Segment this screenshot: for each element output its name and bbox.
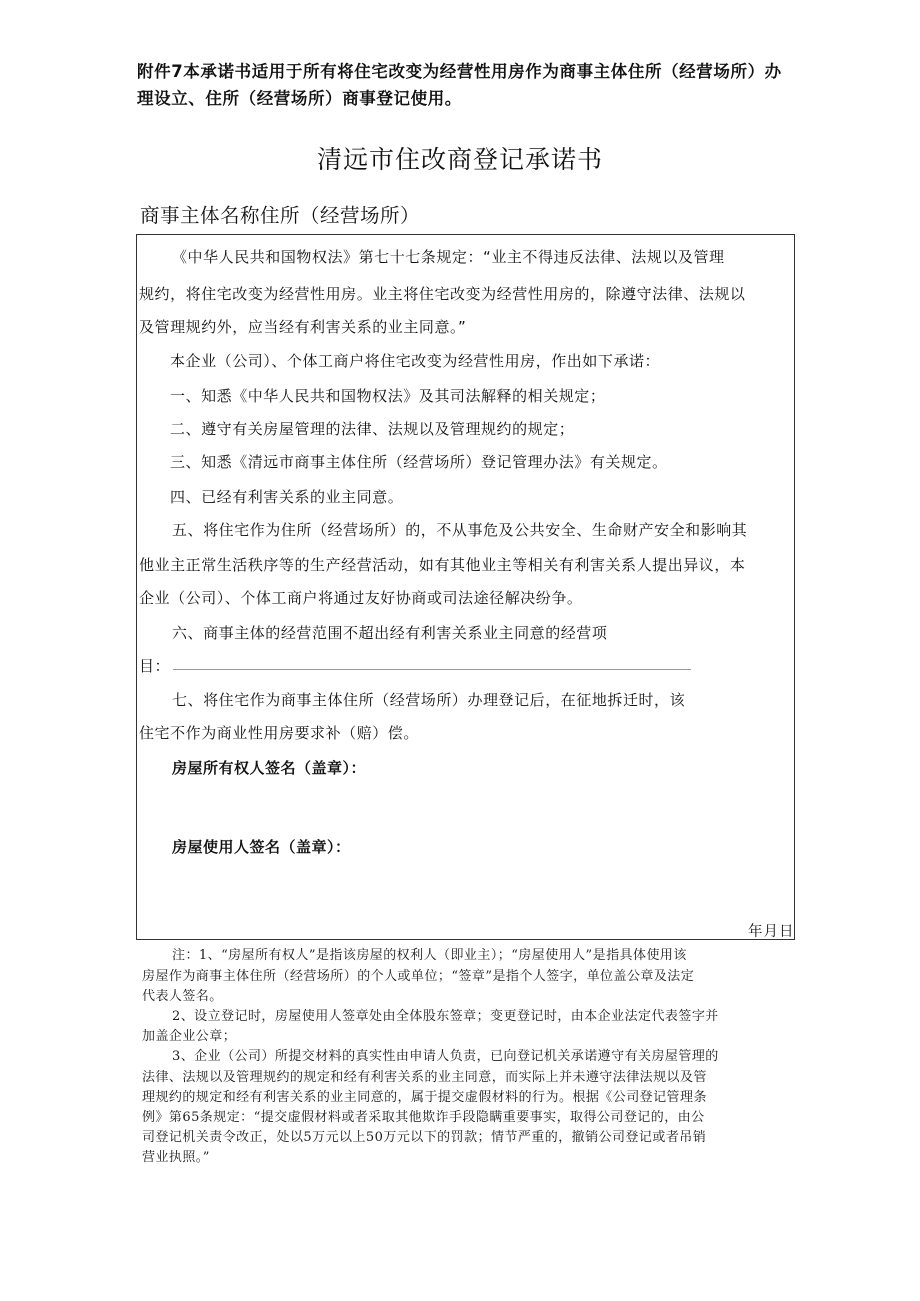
date-label: 年月日 [748, 924, 795, 940]
commitment-item-5-line-1: 五、将住宅作为住所（经营场所）的，不从事危及公共安全、生命财产安全和影响其 [172, 521, 748, 539]
commitment-item-5-line-3: 企业（公司）、个体工商户将通过友好协商或司法途径解决纷争。 [139, 589, 583, 607]
note-1-line-1: 注：1、“房屋所有权人”是指该房屋的权利人（即业主）；“房屋使用人”是指具体使用该 [172, 948, 687, 963]
note-3-line-4: 例》第65条规定：“提交虚假材料或者采取其他欺诈手段隐瞒重要事实，取得公司登记的，由公 [142, 1110, 705, 1125]
commitment-item-6-line-2: 目： [139, 657, 171, 675]
law-quote-line-3: 及管理规约外，应当经有利害关系的业主同意。” [139, 318, 467, 336]
note-1-line-2: 房屋作为商事主体住所（经营场所）的个人或单位；“签章”是指个人签字，单位盖公章及法定 [142, 969, 695, 984]
law-quote-line-2: 规约，将住宅改变为经营性用房。业主将住宅改变为经营性用房的，除遵守法律、法规以 [139, 285, 746, 303]
subject-name-address-label: 商事主体名称住所（经营场所） [140, 204, 421, 227]
law-quote-line-1: 《中华人民共和国物权法》第七十七条规定：“业主不得违反法律、法规以及管理 [172, 248, 725, 266]
commitment-item-3: 三、知悉《清远市商事主体住所（经营场所）登记管理办法》有关规定。 [170, 453, 668, 471]
commitment-item-7-line-1: 七、将住宅作为商事主体住所（经营场所）办理登记后，在征地拆迁时，该 [172, 691, 686, 709]
document-title: 清远市住改商登记承诺书 [316, 145, 603, 174]
note-1-line-3: 代表人签名。 [142, 989, 223, 1004]
user-signature-label: 房屋使用人签名（盖章）： [172, 838, 351, 856]
note-3-line-1: 3、企业（公司）所提交材料的真实性由申请人负责，已向登记机关承诺遵守有关房屋管理的 [172, 1049, 719, 1064]
commitment-item-6-line-1: 六、商事主体的经营范围不超出经有利害关系业主同意的经营项 [172, 624, 608, 642]
owner-signature-label: 房屋所有权人签名（盖章）： [172, 759, 367, 777]
note-2-line-1: 2、设立登记时，房屋使用人签章处由全体股东签章；变更登记时，由本企业法定代表签字并 [172, 1009, 719, 1024]
business-scope-fill-line[interactable] [173, 669, 691, 670]
note-3-line-3: 理规约的规定和经有利害关系的业主同意的，属于提交虚假材料的行为。根据《公司登记管理条 [142, 1090, 707, 1105]
note-3-line-2: 法律、法规以及管理规约的规定和经有利害关系的业主同意，而实际上并未遵守法律法规以及管 [142, 1070, 707, 1085]
commitment-item-4: 四、已经有利害关系的业主同意。 [170, 488, 404, 506]
note-2-line-2: 加盖企业公章； [142, 1029, 237, 1044]
commitment-item-2: 二、遵守有关房屋管理的法律、法规以及管理规约的规定； [170, 420, 575, 438]
commitment-item-7-line-2: 住宅不作为商业性用房要求补（赔）偿。 [139, 724, 419, 742]
note-3-line-6: 营业执照。” [142, 1150, 210, 1165]
note-3-line-5: 司登记机关责令改正，处以5万元以上50万元以下的罚款；情节严重的，撤销公司登记或者吊销 [142, 1130, 707, 1145]
commitment-intro: 本企业（公司）、个体工商户将住宅改变为经营性用房，作出如下承诺： [170, 352, 661, 370]
commitment-item-5-line-2: 他业主正常生活秩序等的生产经营活动，如有其他业主等相关有利害关系人提出异议，本 [139, 556, 746, 574]
attachment-note-line-2: 理设立、住所（经营场所）商事登记使用。 [137, 89, 462, 108]
attachment-note-line-1: 附件7本承诺书适用于所有将住宅改变为经营性用房作为商事主体住所（经营场所）办 [137, 62, 782, 81]
commitment-item-1: 一、知悉《中华人民共和国物权法》及其司法解释的相关规定； [170, 387, 606, 405]
